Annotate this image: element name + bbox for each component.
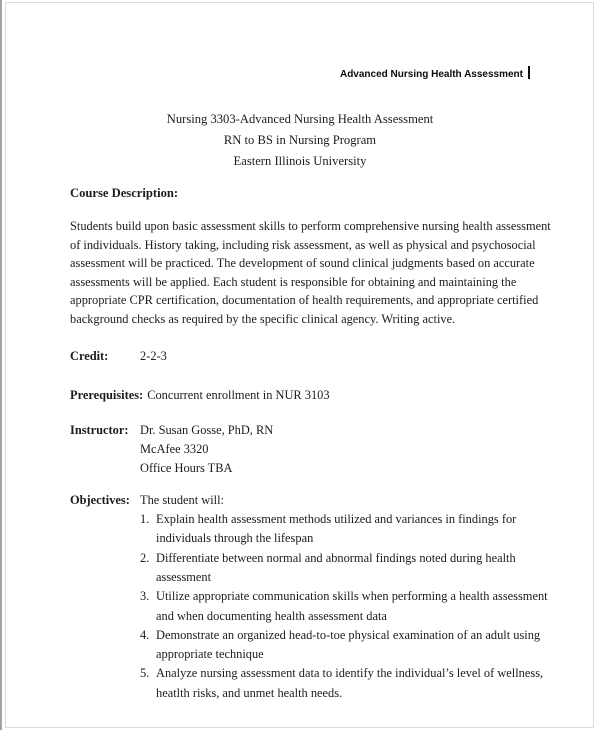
text-cursor-mark bbox=[528, 66, 530, 79]
instructor-name: Dr. Susan Gosse, PhD, RN bbox=[140, 422, 274, 437]
instructor-office-hours: Office Hours TBA bbox=[140, 461, 233, 476]
credit-row bbox=[70, 347, 530, 366]
objectives-intro: The student will: bbox=[140, 492, 224, 507]
description-line: Students build upon basic assessment skills to perform comprehensive nursing health assessment bbox=[70, 219, 551, 233]
document-page bbox=[70, 0, 551, 703]
course-title-line: Nursing 3303-Advanced Nursing Health Assessment bbox=[166, 112, 434, 126]
objective-text-line: individuals through the lifespan bbox=[156, 531, 314, 546]
objectives-row bbox=[70, 491, 548, 703]
objective-number: 4. bbox=[140, 627, 150, 642]
running-header bbox=[70, 66, 530, 82]
objectives-label: Objectives: bbox=[70, 492, 130, 507]
objective-number: 5. bbox=[140, 666, 150, 681]
credit-value: 2-2-3 bbox=[140, 348, 167, 363]
prerequisites-row bbox=[70, 386, 530, 405]
objective-text bbox=[156, 549, 516, 588]
objective-text bbox=[156, 587, 548, 626]
prerequisites-label: Prerequisites: bbox=[70, 387, 144, 402]
description-line: appropriate CPR certification, documentation of health requirements, and appropriate certified bbox=[70, 293, 539, 308]
objective-number: 2. bbox=[140, 550, 150, 565]
instructor-row bbox=[70, 421, 530, 479]
objective-text-line: Analyze nursing assessment data to identify the individual’s level of wellness, bbox=[156, 666, 544, 681]
objective-text-line: and when documenting health assessment data bbox=[156, 608, 387, 623]
program-title-line: RN to BS in Nursing Program bbox=[223, 133, 377, 147]
course-description-paragraph bbox=[70, 217, 551, 329]
instructor-office: McAfee 3320 bbox=[140, 441, 209, 456]
running-header-title: Advanced Nursing Health Assessment bbox=[339, 69, 523, 80]
objective-item bbox=[140, 664, 548, 703]
objective-text bbox=[156, 510, 516, 549]
instructor-label: Instructor: bbox=[70, 422, 129, 437]
title-block bbox=[70, 109, 530, 172]
objective-text bbox=[156, 626, 540, 665]
objective-text-line: Explain health assessment methods utilized and variances in findings for bbox=[156, 512, 517, 527]
university-title-line: Eastern Illinois University bbox=[233, 154, 367, 168]
prerequisites-value: Concurrent enrollment in NUR 3103 bbox=[147, 387, 330, 402]
objectives-content bbox=[140, 491, 548, 703]
page-left-edge-shadow bbox=[0, 0, 2, 730]
objective-item bbox=[140, 587, 548, 626]
objective-text-line: assessment bbox=[156, 569, 212, 584]
description-line: background checks as required by the specific clinical agency. Writing active. bbox=[70, 311, 456, 326]
description-line: of individuals. History taking, including risk assessment, as well as physical and psychosocial bbox=[70, 237, 536, 252]
objective-text-line: Demonstrate an organized head-to-toe physical examination of an adult using bbox=[156, 627, 541, 642]
objective-text bbox=[156, 664, 543, 703]
objective-text-line: Differentiate between normal and abnormal findings noted during health bbox=[156, 550, 516, 565]
objective-text-line: Utilize appropriate communication skills when performing a health assessment bbox=[156, 589, 548, 604]
objective-item bbox=[140, 549, 548, 588]
credit-label: Credit: bbox=[70, 348, 109, 363]
objective-text-line: appropriate technique bbox=[156, 647, 264, 662]
instructor-details bbox=[140, 421, 273, 479]
description-line: assessments will be applied. Each student is responsible for obtaining and maintaining the bbox=[70, 274, 517, 289]
description-line: assessment will be practiced. The development of sound clinical judgments based on accurate bbox=[70, 256, 535, 271]
objective-number: 1. bbox=[140, 512, 150, 527]
objective-item bbox=[140, 510, 548, 549]
objective-item bbox=[140, 626, 548, 665]
objective-text-line: heatlth risks, and unmet health needs. bbox=[156, 685, 343, 700]
course-description-heading: Course Description: bbox=[70, 186, 179, 200]
objective-number: 3. bbox=[140, 589, 150, 604]
